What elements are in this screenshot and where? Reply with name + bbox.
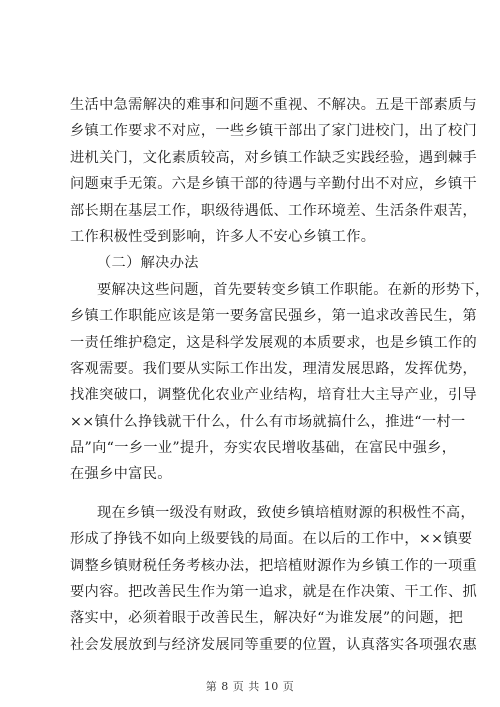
text-line: 要解决这些问题，首先要转变乡镇工作职能。在新的形势下， (97, 281, 490, 298)
text-line: 在强乡中富民。 (70, 466, 172, 483)
section-heading: （二）解决办法 (97, 255, 199, 272)
text-line: 乡镇工作要求不对应，一些乡镇干部出了家门进校门，出了校门 (70, 123, 478, 140)
paragraph-2 (70, 277, 490, 488)
document-body (70, 92, 490, 658)
text-line: 问题束手无策。六是乡镇干部的待遇与辛勤付出不对应，乡镇干 (70, 176, 478, 193)
text-line: 品”向“一乡一业”提升，夯实农民增收基础，在富民中强乡， (70, 440, 457, 457)
text-line: 现在乡镇一级没有财政，致使乡镇培植财源的积极性不高， (97, 504, 475, 521)
page-number-footer: 第 8 页 共 10 页 (205, 680, 295, 693)
text-line: ××镇什么挣钱就干什么，什么有市场就搞什么，推进“一村一 (70, 413, 466, 430)
text-line: 进机关门，文化素质较高，对乡镇工作缺乏实践经验，遇到棘手 (70, 149, 478, 166)
text-line: 乡镇工作职能应该是第一要务富民强乡，第一追求改善民生，第 (70, 308, 478, 325)
text-line: 找准突破口，调整优化农业产业结构，培育壮大主导产业，引导 (70, 387, 478, 404)
text-line: 要内容。把改善民生作为第一追求，就是在作决策、干工作、抓 (70, 584, 478, 601)
text-line: 一责任维护稳定，这是科学发展观的本质要求，也是乡镇工作的 (70, 334, 478, 351)
paragraph-1 (70, 92, 478, 250)
paragraph-3 (70, 500, 478, 658)
text-line: 工作积极性受到影响，许多人不安心乡镇工作。 (70, 228, 376, 245)
text-line: 客观需要。我们要从实际工作出发，理清发展思路，发挥优势， (70, 360, 478, 377)
text-line: 部长期在基层工作，职级待遇低、工作环境差、生活条件艰苦， (70, 202, 478, 219)
paragraph-spacer (70, 488, 440, 500)
text-line: 调整乡镇财税任务考核办法，把培植财源作为乡镇工作的一项重 (70, 557, 478, 574)
text-line: 形成了挣钱不如向上级要钱的局面。在以后的工作中，××镇要 (70, 531, 473, 548)
text-line: 生活中急需解决的难事和问题不重视、不解决。五是干部素质与 (70, 97, 478, 113)
text-line: 落实中，必须着眼于改善民生，解决好“为谁发展”的问题，把 (70, 610, 464, 627)
text-line: 社会发展放到与经济发展同等重要的位置，认真落实各项强农惠 (70, 636, 478, 653)
